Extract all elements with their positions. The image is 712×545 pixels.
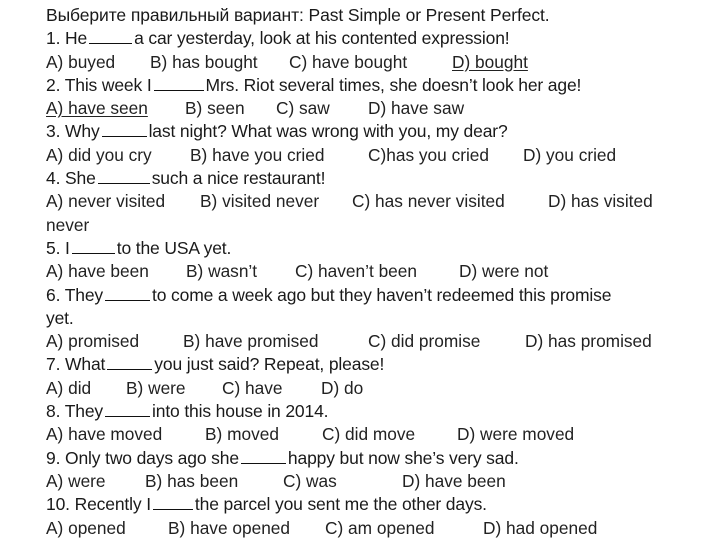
question-4 <box>46 167 712 190</box>
question-stem-start: 9. Only two days ago she <box>46 447 239 468</box>
option-row: A) never visited B) visited never C) has never visited D) has visited <box>46 191 653 212</box>
option-row: A) did B) were C) have D) do <box>46 377 364 398</box>
option-row: A) have moved B) moved C) did move D) were moved <box>46 424 575 445</box>
question-stem-end: such a nice restaurant! <box>151 168 326 189</box>
answer-blank[interactable] <box>241 449 286 464</box>
question-stem-end: the parcel you sent me the other days. <box>194 494 487 515</box>
answer-blank[interactable] <box>102 122 147 137</box>
question-stem-start: 1. He <box>46 28 88 49</box>
question-stem-start: 8. They <box>46 401 103 422</box>
question-3 <box>46 120 712 143</box>
question-stem-end: last night? What was wrong with you, my dear? <box>148 121 508 142</box>
question-stem-start: 7. What <box>46 354 106 375</box>
question-10 <box>46 493 712 516</box>
answer-blank[interactable] <box>98 169 150 184</box>
question-stem-end: Mrs. Riot several times, she doesn’t look her age! <box>205 74 582 95</box>
question-stem-end: to come a week ago but they haven’t redeemed this promise <box>152 284 612 305</box>
question-stem-end: to the USA yet. <box>116 237 232 258</box>
answer-blank[interactable] <box>107 355 152 370</box>
question-list <box>46 27 712 540</box>
question-stem-start: 2. This week I <box>46 74 152 95</box>
option-row: A) have been B) wasn’t C) haven’t been D) were not <box>46 261 549 282</box>
question-7 <box>46 353 712 376</box>
question-stem-end: into this house in 2014. <box>152 401 329 422</box>
answer-blank[interactable] <box>153 495 193 510</box>
question-6 <box>46 284 712 307</box>
answer-blank[interactable] <box>105 286 150 301</box>
worksheet-title: Выберите правильный вариант: Past Simple or Present Perfect. <box>46 5 550 25</box>
option-row: A) promised B) have promised C) did promise D) has promised <box>46 331 652 352</box>
answer-blank[interactable] <box>105 402 150 417</box>
option-row: A) were B) has been C) was D) have been <box>46 470 506 491</box>
option-row: A) have seen B) seen C) saw D) have saw <box>46 98 465 119</box>
question-1 <box>46 27 712 50</box>
answer-blank[interactable] <box>89 29 132 44</box>
question-stem-start: 4. She <box>46 168 96 189</box>
question-5 <box>46 237 712 260</box>
question-stem-start: 6. They <box>46 284 103 305</box>
question-continuation: yet. <box>46 307 74 328</box>
question-2 <box>46 74 712 97</box>
answer-blank[interactable] <box>72 239 115 254</box>
question-stem-end: you just said? Repeat, please! <box>154 354 385 375</box>
option-wrap: never <box>46 214 90 235</box>
question-stem-start: 10. Recently I <box>46 494 151 515</box>
question-stem-end: happy but now she’s very sad. <box>287 447 519 468</box>
question-stem-start: 3. Why <box>46 121 100 142</box>
question-stem-end: a car yesterday, look at his contented expression! <box>134 28 510 49</box>
option-row: A) buyed B) has bought C) have bought D) bought <box>46 51 528 72</box>
question-8 <box>46 400 712 423</box>
option-row: A) opened B) have opened C) am opened D) had opened <box>46 517 598 538</box>
question-9 <box>46 447 712 470</box>
question-stem-start: 5. I <box>46 237 70 258</box>
option-row: A) did you cry B) have you cried C)has you cried D) you cried <box>46 144 617 165</box>
answer-blank[interactable] <box>154 76 204 91</box>
